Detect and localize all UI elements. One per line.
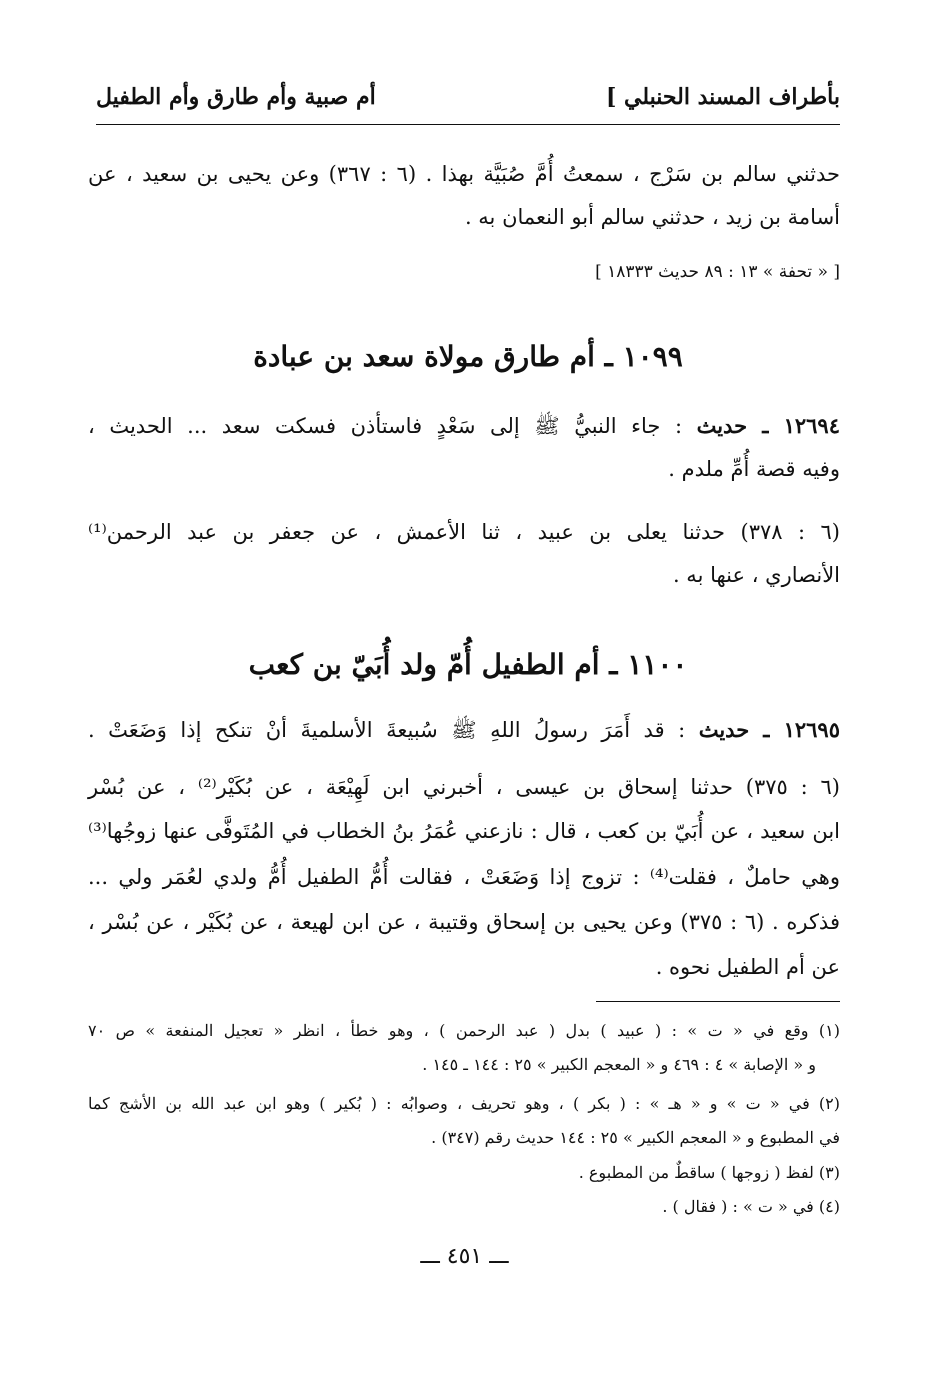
footnote-4: (٤) في « ت » : ( فقال ) . — [662, 1197, 840, 1216]
isnad-line: وهي حاملٌ ، فقلت⁽⁴⁾ : تزوج إذا وَضَعَتْ ، فقالت أُمُّ الطفيل أُمُّ ولدي لعُمَر ولي ... — [88, 865, 840, 889]
running-title-book: بأطراف المسند الحنبلي ] — [605, 84, 840, 110]
hadith-line — [88, 713, 840, 747]
header-rule — [96, 124, 840, 125]
page-number: ـــ ٤٥١ ـــ — [420, 1244, 509, 1269]
footnote-1: (١) وقع في « ت » : ( عبيد ) بدل ( عبد الرحمن ) ، وهو خطأ ، انظر « تعجيل المنفعة » ص ٧٠ — [88, 1021, 840, 1040]
running-header — [96, 78, 840, 122]
footnote-1-cont: و « الإصابة » ٤ : ٤٦٩ و « المعجم الكبير » ٢٥ : ١٤٤ ـ ١٤٥ . — [422, 1055, 816, 1074]
hadith-line: وفيه قصة أُمِّ ملدم . — [668, 457, 840, 481]
isnad-line: عن أم الطفيل نحوه . — [655, 955, 840, 979]
isnad-line: (٦ : ٣٧٨) حدثنا يعلى بن عبيد ، ثنا الأعمش ، عن جعفر بن عبد الرحمن⁽¹⁾ — [88, 520, 840, 544]
running-title-chapter: أم صبية وأم طارق وأم الطفيل — [96, 84, 376, 110]
hadith-number: ١٢٦٩٤ ـ حديث — [696, 413, 840, 438]
hadith-text: : جاء النبيُّ ﷺ إلى سَعْدٍ فاستأذن فسكت سعد ... الحديث ، — [88, 414, 697, 438]
footnote-rule — [596, 1001, 840, 1002]
isnad-line: (٦ : ٣٧٥) حدثنا إسحاق بن عيسى ، أخبرني ابن لَهِيْعَة ، عن بُكَيْر⁽²⁾ ، عن بُسْر — [88, 775, 840, 799]
isnad-line: الأنصاري ، عنها به . — [672, 563, 840, 587]
isnad-line: فذكره . (٦ : ٣٧٥) وعن يحيى بن إسحاق وقتيبة ، عن ابن لهيعة ، عن بُكَيْر ، عن بُسْر ، — [88, 910, 840, 934]
hadith-number: ١٢٦٩٥ ـ حديث — [698, 717, 840, 742]
section-title: ١١٠٠ ـ أم الطفيل أُمّ ولد أُبَيّ بن كعب — [248, 648, 688, 681]
hadith-text: : قد أَمَرَ رسولُ اللهِ ﷺ سُبيعةَ الأسلميةَ أنْ تنكح إذا وَضَعَتْ . — [88, 718, 699, 742]
footnote-3: (٣) لفظ ( زوجها ) ساقطٌ من المطبوع . — [578, 1163, 840, 1182]
text-line: حدثني سالم بن سَرْج ، سمعتُ أُمَّ صُبَيَّة بهذا . (٦ : ٣٦٧) وعن يحيى بن سعيد ، عن — [88, 162, 840, 186]
footnote-2: (٢) في « ت » و « هـ » : ( بكر ) ، وهو تحريف ، وصوابُه : ( بُكير ) وهو ابن عبد الله بن الأشج كما — [88, 1094, 840, 1113]
hadith-line — [88, 409, 840, 443]
section-title: ١٠٩٩ ـ أم طارق مولاة سعد بن عبادة — [253, 340, 683, 373]
tuhfa-reference: [ « تحفة » ١٣ : ٨٩ حديث ١٨٣٣٣ ] — [595, 262, 840, 282]
text-line: أسامة بن زيد ، حدثني سالم أبو النعمان به . — [464, 205, 840, 229]
footnote-2-cont: في المطبوع و « المعجم الكبير » ٢٥ : ١٤٤ حديث رقم (٣٤٧) . — [431, 1128, 840, 1147]
isnad-line: ابن سعيد ، عن أُبَيّ بن كعب ، قال : نازعني عُمَرُ بنُ الخطاب في المُتَوفَّى عنها زوجُها⁽³⁾ — [88, 819, 840, 843]
